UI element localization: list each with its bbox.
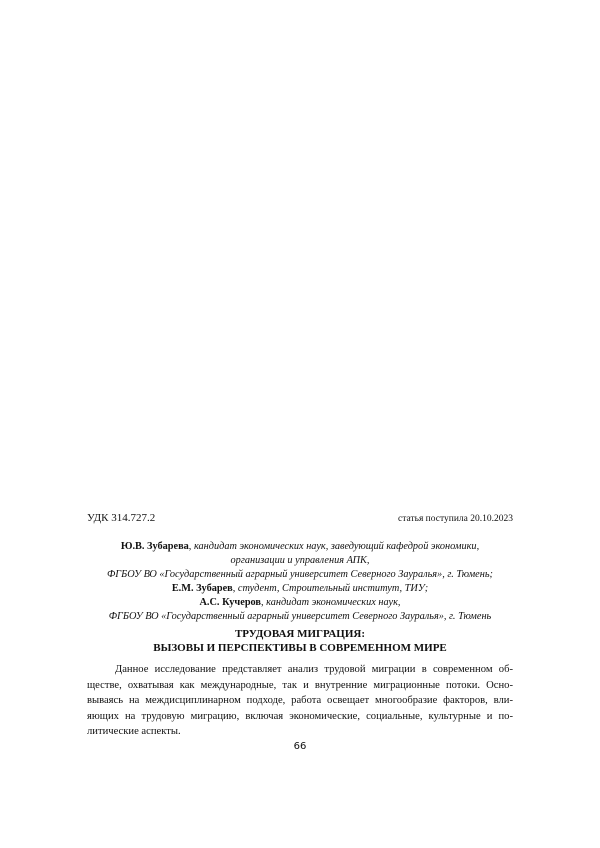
author-name: А.С. Кучеров (199, 597, 261, 608)
author-line (80, 568, 520, 582)
author-sep: , (188, 541, 194, 552)
page-number: 66 (293, 741, 307, 752)
author-name: Е.М. Зубарев (171, 583, 233, 594)
abstract-line: вываясь на междисциплинарном подходе, работа освещает многообразие факторов, вли- (87, 695, 513, 706)
author-line (80, 540, 520, 554)
author-line (80, 554, 520, 568)
title-line-1: ТРУДОВАЯ МИГРАЦИЯ: (234, 628, 366, 640)
udk-code: УДК 314.727.2 (87, 512, 156, 524)
author-name: Ю.В. Зубарева (120, 541, 189, 552)
abstract-paragraph (87, 662, 513, 740)
author-affiliation: студент, Строительный институт, ТИУ; (237, 583, 429, 594)
article-title (60, 627, 540, 655)
author-affiliation: ФГБОУ ВО «Государственный аграрный университет Северного Зауралья», г. Тюмень (108, 611, 492, 622)
author-sep: , (232, 583, 238, 594)
author-affiliation: ФГБОУ ВО «Государственный аграрный университет Северного Зауралья», г. Тюмень; (107, 569, 493, 580)
authors-block (80, 540, 520, 624)
abstract-line: яющих на трудовую миграцию, включая экономические, социальные, культурные и по- (87, 710, 513, 722)
author-line (80, 610, 520, 624)
abstract-line: Данное исследование представляет анализ трудовой миграции в современном об- (115, 664, 513, 675)
title-line-2: ВЫЗОВЫ И ПЕРСПЕКТИВЫ В СОВРЕМЕННОМ МИРЕ (153, 642, 447, 654)
received-date: статья поступила 20.10.2023 (398, 514, 513, 524)
abstract-line: литические аспекты. (87, 726, 181, 737)
author-line (80, 582, 520, 596)
author-line (80, 596, 520, 610)
abstract-line: ществе, охватывая как международные, так и внутренние миграционные потоки. Осно- (87, 679, 513, 691)
author-affiliation: кандидат экономических наук, (266, 597, 401, 608)
author-affiliation: организации и управления АПК, (230, 555, 370, 566)
author-sep: , (261, 597, 267, 608)
author-affiliation: кандидат экономических наук, заведующий кафедрой экономики, (193, 541, 480, 552)
header-row (87, 512, 513, 524)
